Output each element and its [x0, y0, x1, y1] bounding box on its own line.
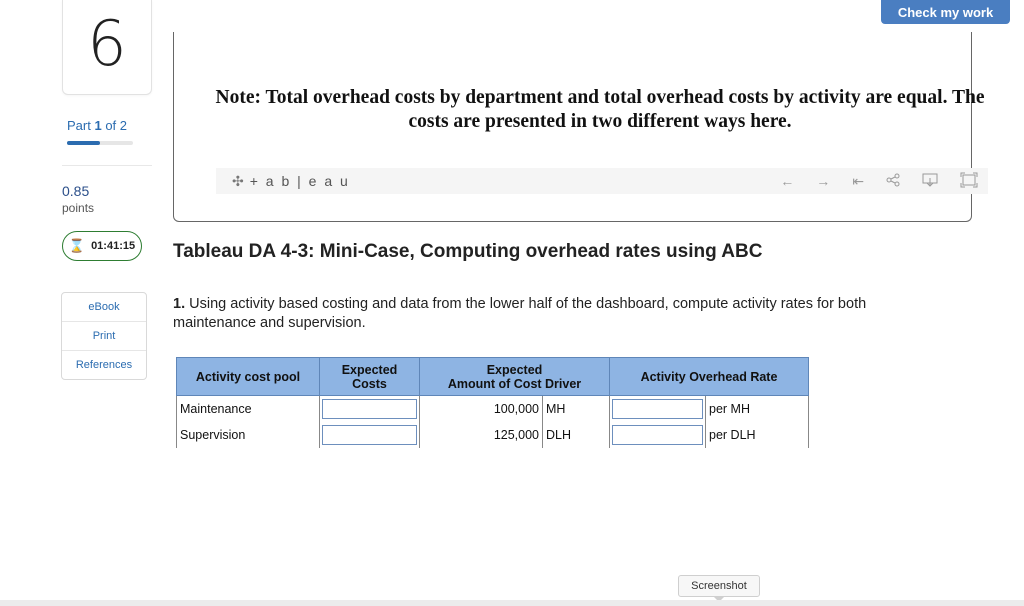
header-expected-driver [420, 358, 610, 396]
maintenance-expected-costs-input[interactable] [322, 399, 417, 419]
points-label: points [62, 201, 95, 215]
header-costs-line1: Expected [341, 362, 398, 377]
question-number: 6 [87, 7, 127, 80]
embed-note: Note: Total overhead costs by department and total overhead costs by activity are equal. The costs are presented in two different ways here. [215, 87, 985, 132]
maintenance-rate-input[interactable] [612, 399, 703, 419]
header-driver-line2: Amount of Cost Driver [447, 376, 582, 391]
header-activity-overhead-rate: Activity Overhead Rate [610, 358, 809, 396]
share-icon[interactable] [886, 173, 900, 190]
points-value: 0.85 [62, 183, 90, 199]
instruction-text [173, 295, 953, 333]
row-pool-label: Supervision [177, 422, 320, 448]
print-link[interactable]: Print [62, 322, 146, 351]
revert-icon[interactable]: ⇤ [852, 172, 864, 189]
bottom-scroll-bar[interactable] [0, 600, 1024, 606]
header-activity-cost-pool: Activity cost pool [177, 358, 320, 396]
instruction-number: 1. [173, 296, 186, 312]
part-progress-bar [67, 141, 133, 145]
tools-panel [61, 292, 147, 380]
expected-costs-cell [320, 396, 420, 423]
rate-cell [610, 396, 706, 423]
part-of: of 2 [105, 118, 128, 133]
hourglass-icon: ⌛ [68, 238, 86, 253]
question-number-card [62, 0, 152, 95]
driver-amount: 125,000 [420, 422, 543, 448]
rate-unit: per MH [706, 396, 809, 423]
page-title: Tableau DA 4-3: Mini-Case, Computing overhead rates using ABC [173, 241, 763, 262]
activity-rate-table [176, 357, 809, 448]
part-current: 1 [94, 118, 102, 133]
header-driver-line1: Expected [486, 362, 543, 377]
screenshot-tooltip: Screenshot [678, 575, 760, 597]
redo-icon[interactable]: → [816, 173, 831, 189]
tableau-toolbar [216, 168, 988, 194]
rate-unit: per DLH [706, 422, 809, 448]
timer-badge[interactable] [62, 231, 142, 261]
part-progress-fill [67, 141, 100, 145]
download-icon[interactable] [922, 172, 938, 191]
header-costs-line2: Costs [352, 376, 387, 391]
part-prefix: Part [67, 118, 91, 133]
expected-costs-cell [320, 422, 420, 448]
timer-value: 01:41:15 [91, 240, 136, 252]
supervision-rate-input[interactable] [612, 425, 703, 445]
supervision-expected-costs-input[interactable] [322, 425, 417, 445]
header-expected-costs [320, 358, 420, 396]
tableau-cross-icon: ✣ [232, 172, 244, 189]
driver-unit: MH [543, 396, 610, 423]
table-row [177, 396, 809, 423]
part-indicator [67, 118, 127, 133]
fullscreen-icon[interactable] [960, 172, 978, 191]
driver-unit: DLH [543, 422, 610, 448]
table-header-row [177, 358, 809, 396]
instruction-body: Using activity based costing and data from the lower half of the dashboard, compute activity rates for both maintenance and supervision. [173, 296, 867, 331]
tableau-logo-text: + a b | e a u [249, 173, 350, 189]
driver-amount: 100,000 [420, 396, 543, 423]
tableau-logo[interactable] [216, 173, 350, 190]
table-row [177, 422, 809, 448]
references-link[interactable]: References [75, 359, 133, 371]
rate-cell [610, 422, 706, 448]
ebook-link[interactable]: eBook [62, 293, 146, 322]
sidebar-divider [62, 165, 152, 166]
undo-icon[interactable]: ← [780, 173, 795, 189]
tableau-controls [780, 172, 988, 191]
check-my-work-button[interactable]: Check my work [881, 0, 1010, 24]
row-pool-label: Maintenance [177, 396, 320, 423]
